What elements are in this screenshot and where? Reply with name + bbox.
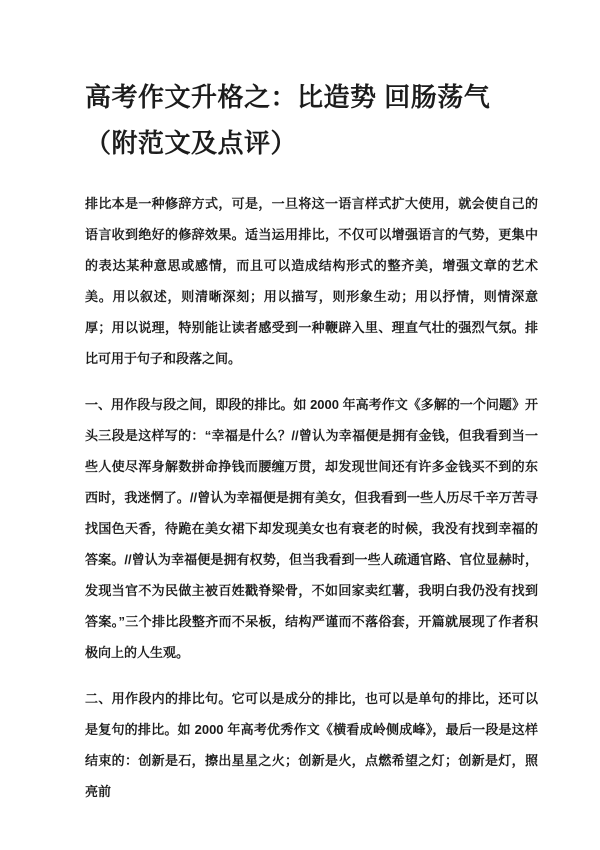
document-body — [85, 188, 538, 807]
paragraph: 排比本是一种修辞方式，可是，一旦将这一语言样式扩大使用，就会使自己的语言收到绝好的修辞效果。适当运用排比，不仅可以增强语言的气势，更集中的表达某种意思或感情，而且可以造成结构形式的整齐美，增强文章的艺术美。用以叙述，则清晰深刻；用以描写，则形象生动；用以抒情，则情深意厚；用以说理，特别能让读者感受到一种鞭辟入里、理直气壮的强烈气氛。排比可用于句子和段落之间。 — [85, 196, 538, 366]
paragraph: 二、用作段内的排比句。它可以是成分的排比，也可以是单句的排比，还可以是复句的排比。如 2000 年高考优秀作文《横看成岭侧成峰》，最后一段是这样结束的：创新是石，擦出星星之火；创新是火，点燃希望之灯；创新是灯，照亮前 — [85, 691, 538, 799]
document-title: 高考作文升格之：比造势 回肠荡气（附范文及点评） — [85, 82, 491, 158]
paragraph: 一、用作段与段之间，即段的排比。如 2000 年高考作文《多解的一个问题》开头三段是这样写的：“幸福是什么？//曾认为幸福便是拥有金钱，但我看到当一些人使尽浑身解数拼命挣钱而腰缠万贯，却发现世间还有许多金钱买不到的东西时，我迷惘了。//曾认为幸福便是拥有美女，但我看到一些人历尽千辛万苦寻找国色天香，待跪在美女裙下却发现美女也有衰老的时候，我没有找到幸福的答案。//曾认为幸福便是拥有权势，但当我看到一些人疏通官路、官位显赫时，发现当官不为民做主被百姓戳脊梁骨，不如回家卖红薯，我明白我仍没有找到答案。”三个排比段整齐而不呆板，结构严谨而不落俗套，开篇就展现了作者积极向上的人生观。 — [85, 397, 538, 660]
